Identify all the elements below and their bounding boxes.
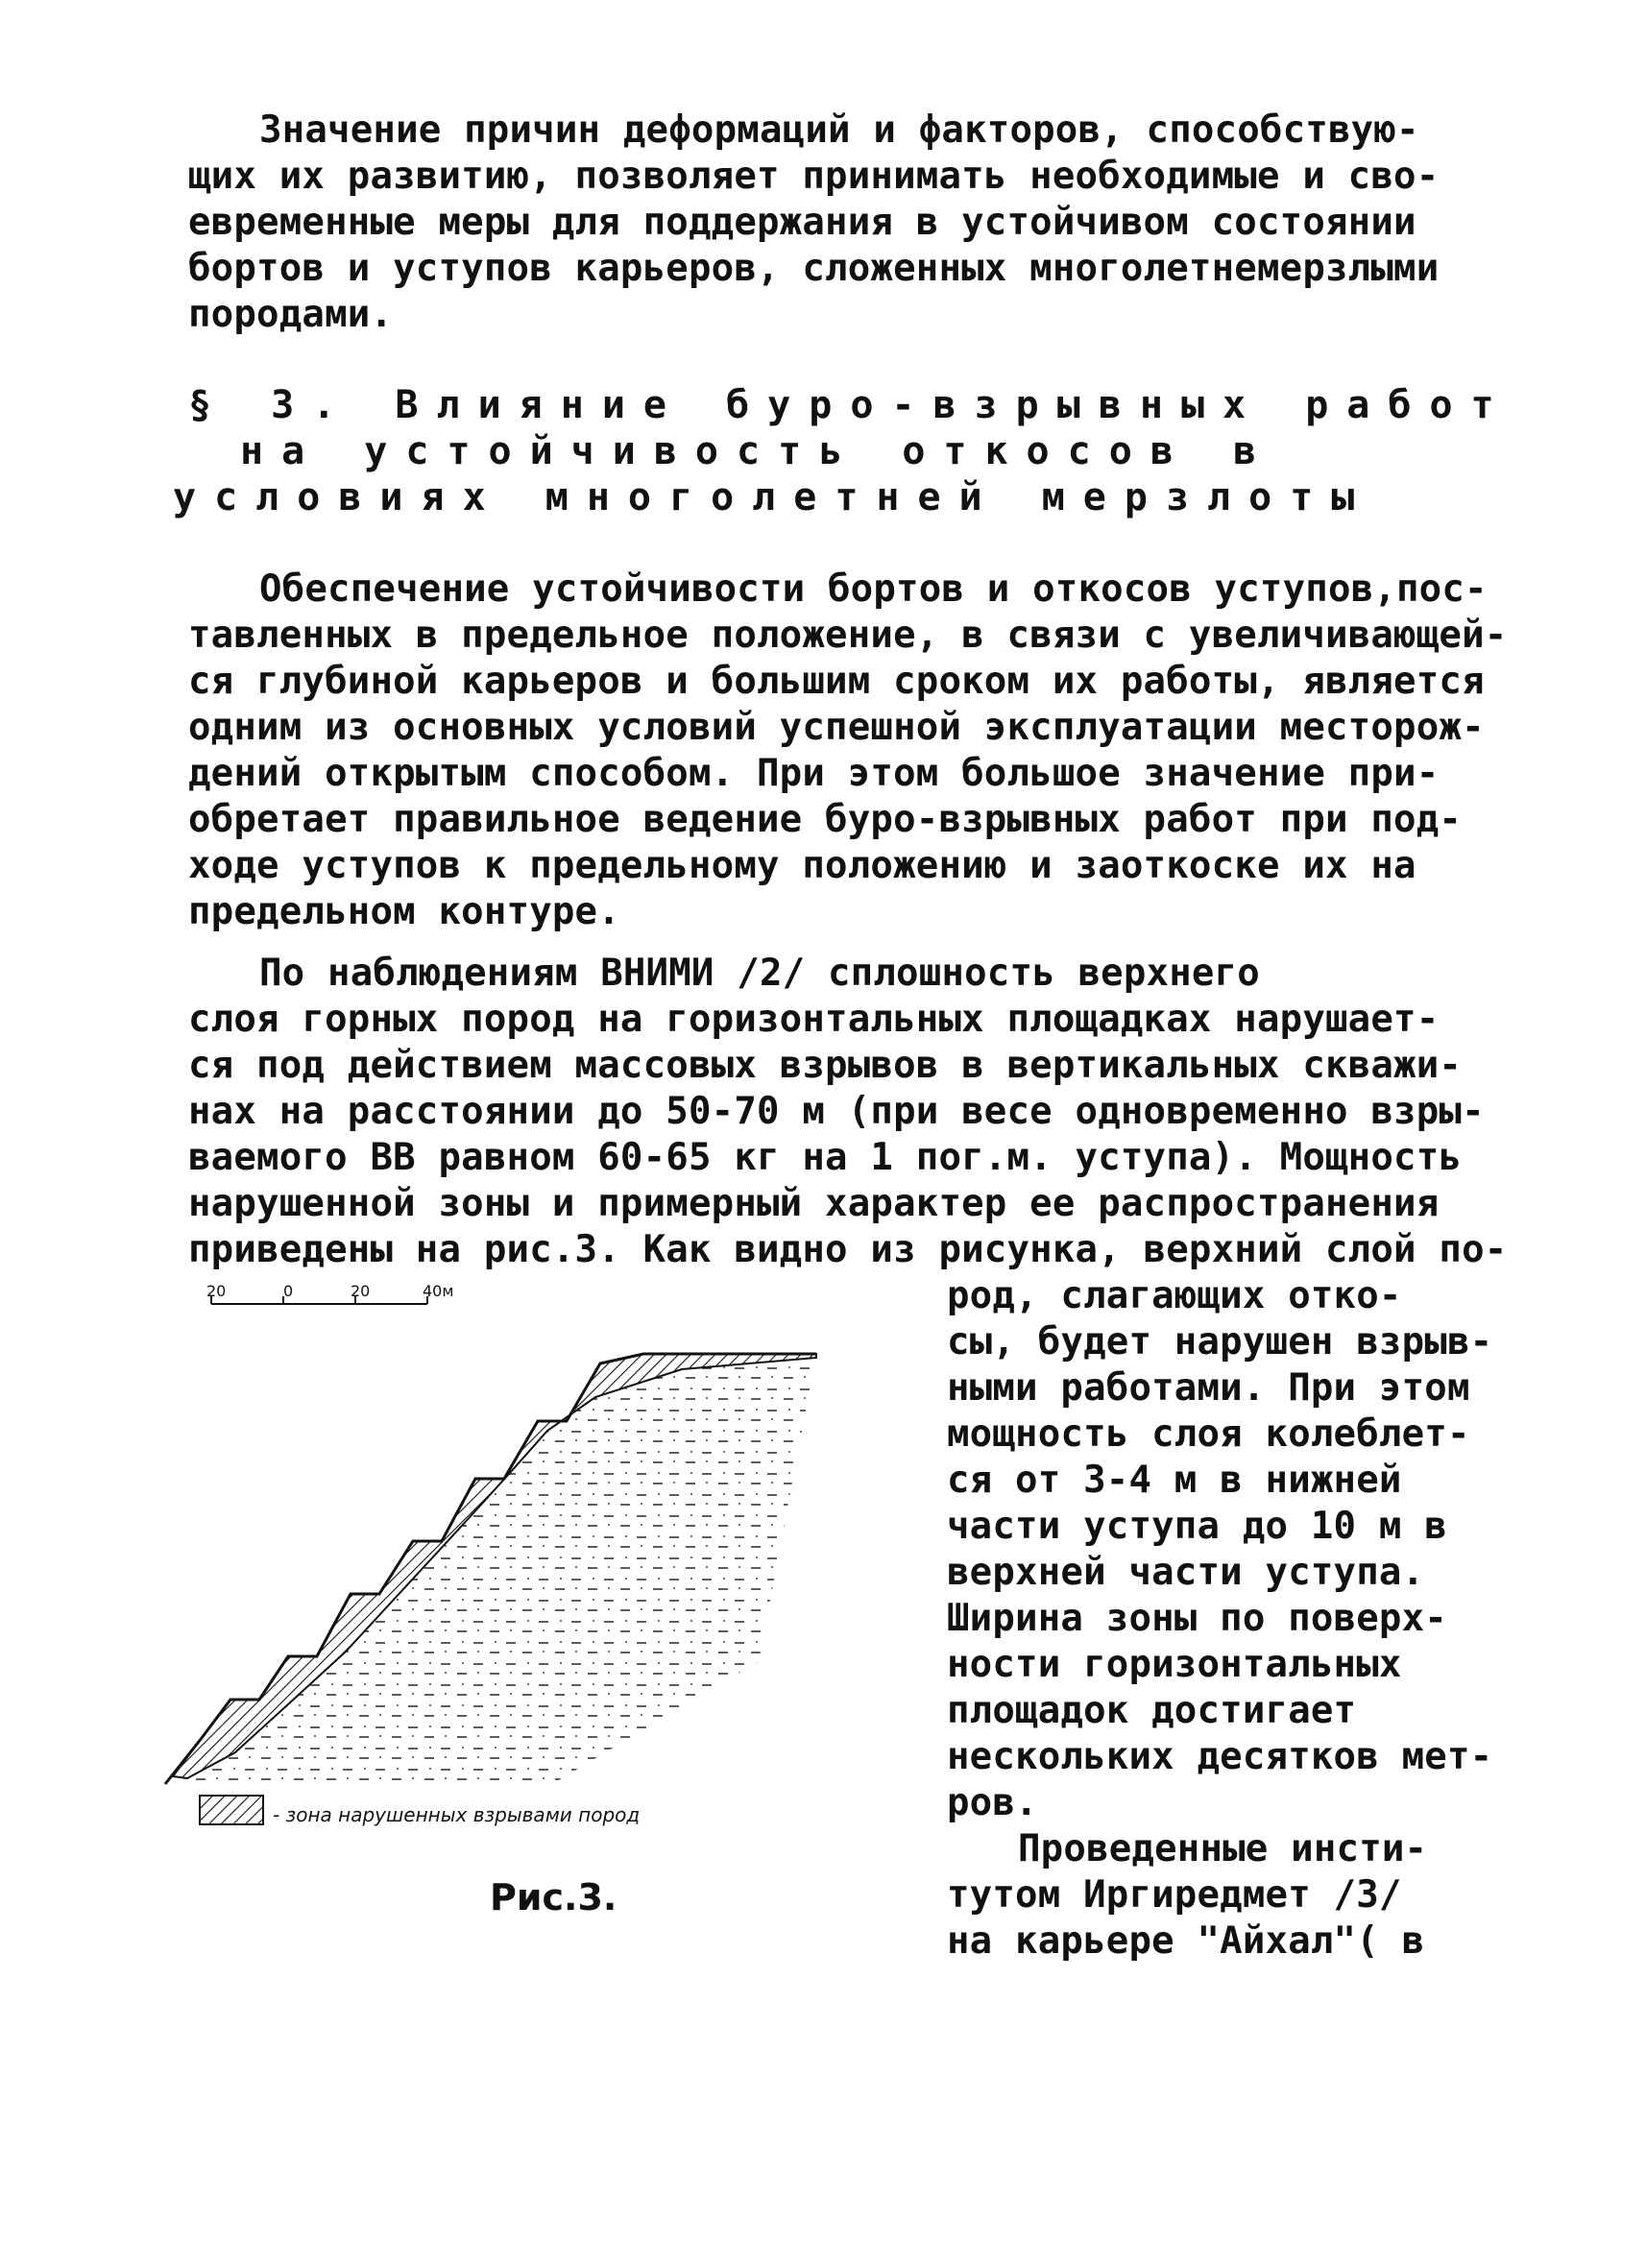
paragraph3-line: нах на расстоянии до 50-70 м (при весе одновременно взры- bbox=[188, 1090, 1485, 1133]
right-column-line: нескольких десятков мет- bbox=[947, 1735, 1493, 1778]
paragraph2-line: обретает правильное ведение буро-взрывных работ при под- bbox=[188, 798, 1463, 841]
paragraph2-line: предельном контуре. bbox=[188, 890, 620, 933]
scale-label: 20 bbox=[206, 1282, 227, 1300]
scale-label: 0 bbox=[283, 1282, 294, 1300]
paragraph3-line: слоя горных пород на горизонтальных площадках нарушает- bbox=[188, 998, 1440, 1041]
paragraph1-line: бортов и уступов карьеров, сложенных многолетнемерзлыми bbox=[188, 247, 1440, 290]
section-heading-line: § 3. Влияние буро-взрывных работ bbox=[188, 383, 1513, 427]
paragraph1-line: евременные меры для поддержания в устойчивом состоянии bbox=[188, 201, 1416, 244]
right-column-line: ности горизонтальных bbox=[947, 1643, 1402, 1686]
right-column-line: Ширина зоны по поверх- bbox=[947, 1597, 1447, 1640]
right-column-line: площадок достигает bbox=[947, 1689, 1357, 1732]
legend-swatch bbox=[200, 1796, 263, 1824]
right-column-line: род, слагающих отко- bbox=[947, 1274, 1402, 1317]
section-heading-line: на устойчивость откосов в bbox=[240, 429, 1275, 473]
paragraph2-line: одним из основных условий успешной эксплуатации месторож- bbox=[188, 706, 1485, 749]
figure-legend-text: - зона нарушенных взрывами пород bbox=[273, 1803, 641, 1826]
paragraph2-line: ходе уступов к предельному положению и заоткоске их на bbox=[188, 844, 1416, 887]
paragraph3-line: По наблюдениям ВНИМИ /2/ сплошность верхнего bbox=[259, 952, 1260, 995]
paragraph3-line: ся под действием массовых взрывов в вертикальных скважи- bbox=[188, 1044, 1463, 1087]
slope-cross-section-figure bbox=[144, 1277, 932, 1872]
right-column-line: тутом Иргиредмет /3/ bbox=[947, 1873, 1402, 1917]
right-column-line: части уступа до 10 м в bbox=[947, 1505, 1447, 1548]
paragraph3-line: ваемого ВВ равном 60-65 кг на 1 пог.м. уступа). Мощность bbox=[188, 1136, 1463, 1179]
right-column-line: ся от 3-4 м в нижней bbox=[947, 1459, 1402, 1502]
scale-label: 20 bbox=[351, 1282, 371, 1300]
right-column-line: Проведенные инсти- bbox=[1018, 1827, 1428, 1870]
scale-bar bbox=[211, 1296, 427, 1304]
right-column-line: на карьере "Айхал"( в bbox=[947, 1919, 1425, 1963]
right-column-line: верхней части уступа. bbox=[947, 1551, 1425, 1594]
scale-label: 40м bbox=[423, 1282, 454, 1300]
paragraph2-line: дений открытым способом. При этом большое значение при- bbox=[188, 752, 1440, 795]
paragraph1-line: породами. bbox=[188, 293, 394, 336]
paragraph3-line: нарушенной зоны и примерный характер ее распространения bbox=[188, 1182, 1440, 1225]
paragraph2-line: Обеспечение устойчивости бортов и откосов уступов,пос- bbox=[259, 567, 1488, 611]
right-column-line: ров. bbox=[947, 1781, 1038, 1824]
right-column-line: ными работами. При этом bbox=[947, 1366, 1470, 1410]
paragraph2-line: тавленных в предельное положение, в связи с увеличивающей- bbox=[188, 614, 1508, 657]
right-column-line: мощность слоя колеблет- bbox=[947, 1412, 1470, 1456]
section-heading-line: условиях многолетней мерзлоты bbox=[173, 475, 1373, 519]
figure-caption: Рис.3. bbox=[490, 1876, 617, 1918]
paragraph2-line: ся глубиной карьеров и большим сроком их работы, является bbox=[188, 660, 1485, 703]
right-column-line: сы, будет нарушен взрыв- bbox=[947, 1320, 1493, 1363]
paragraph1-line: щих их развитию, позволяет принимать необходимые и сво- bbox=[188, 155, 1440, 198]
paragraph1-line: Значение причин деформаций и факторов, способствую- bbox=[259, 109, 1419, 152]
paragraph3-line: приведены на рис.3. Как видно из рисунка, верхний слой по- bbox=[188, 1228, 1508, 1271]
